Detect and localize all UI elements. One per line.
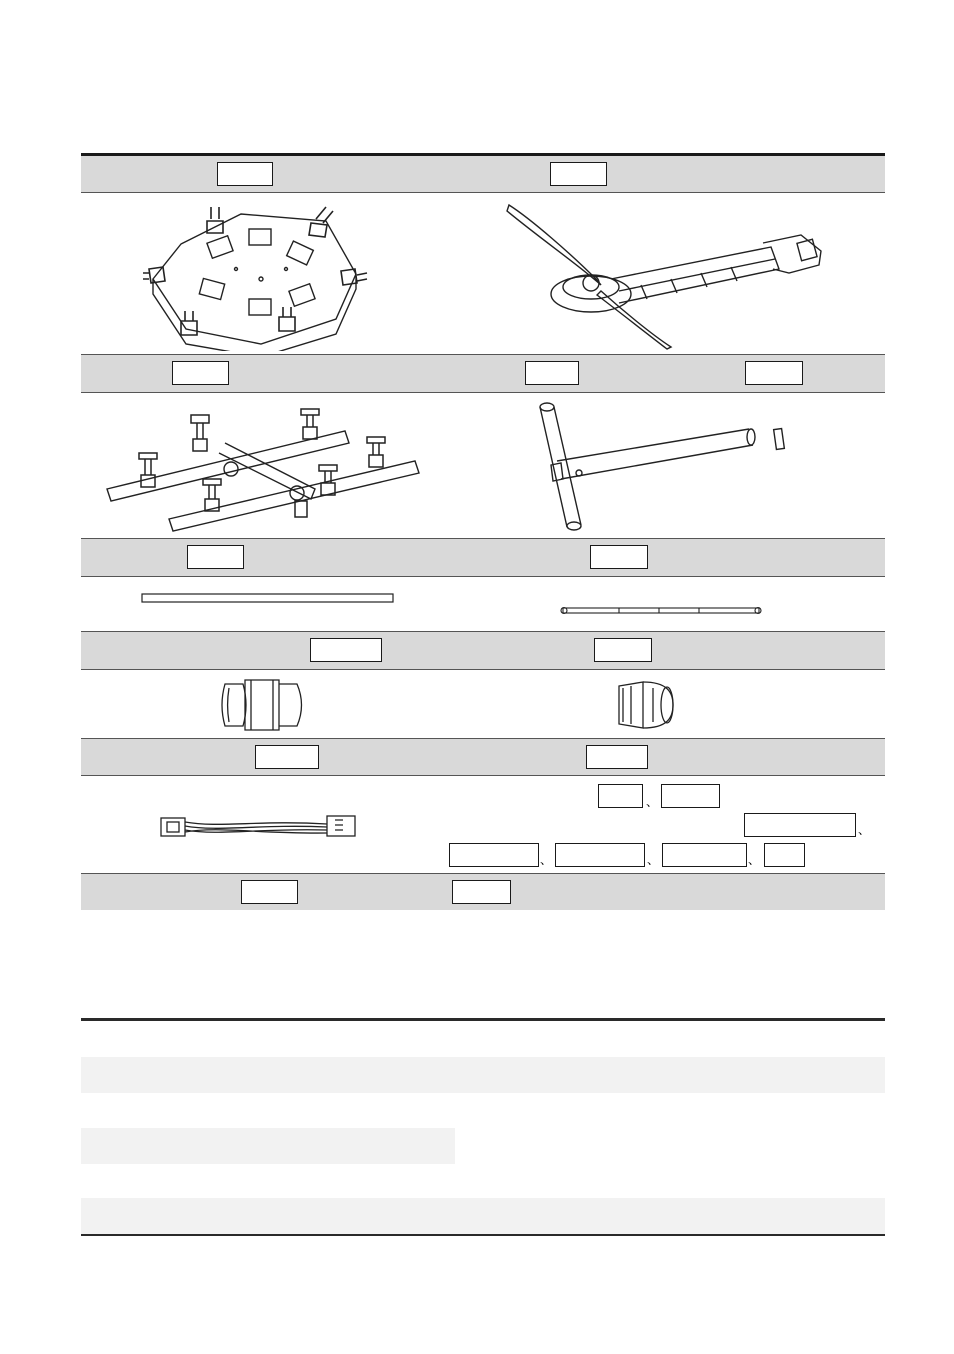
cable-connector-icon	[159, 810, 359, 842]
center-frame-icon	[141, 199, 381, 351]
label-flat-bar	[187, 545, 244, 569]
label-acc-3	[744, 813, 856, 837]
row-5-header	[81, 739, 885, 776]
separator: 、	[646, 795, 659, 809]
landing-gear-tube-icon	[521, 399, 801, 535]
label-threaded-rod	[590, 545, 648, 569]
row-3-header	[81, 539, 885, 577]
label-cable	[255, 745, 319, 769]
label-gear-cap	[745, 361, 803, 385]
label-acc-4	[449, 843, 539, 867]
rubber-damper-icon	[217, 678, 309, 732]
row-4-images	[81, 670, 885, 739]
label-acc-6	[662, 843, 747, 867]
spec-row-shaded-half	[81, 1128, 455, 1164]
label-damper	[310, 638, 382, 662]
parts-table	[81, 153, 885, 910]
separator: 、	[748, 853, 761, 867]
spec-block	[81, 1018, 885, 1236]
label-gear-tube	[525, 361, 579, 385]
label-gear-mount	[172, 361, 229, 385]
row-2-images	[81, 393, 885, 539]
landing-gear-mount-icon	[101, 401, 421, 533]
label-acc-5	[555, 843, 645, 867]
separator: 、	[647, 853, 660, 867]
arm-with-propeller-icon	[501, 199, 831, 351]
row-2-header	[81, 355, 885, 393]
row-1-header	[81, 156, 885, 193]
row-1-images	[81, 193, 885, 355]
threaded-rod-icon	[559, 605, 763, 617]
separator: 、	[858, 823, 871, 837]
spec-row-shaded	[81, 1057, 885, 1093]
flat-bar-icon	[141, 592, 395, 606]
label-acc-2	[661, 784, 720, 808]
separator: 、	[540, 853, 553, 867]
label-footer-1	[241, 880, 298, 904]
spec-row-shaded	[81, 1198, 885, 1234]
row-4-header	[81, 632, 885, 670]
footer-row	[81, 874, 885, 910]
label-motor-cap	[594, 638, 652, 662]
motor-cap-icon	[613, 678, 679, 732]
label-acc-1	[598, 784, 643, 808]
label-frame	[217, 162, 273, 186]
label-footer-2	[452, 880, 511, 904]
label-accessory-kit	[586, 745, 648, 769]
row-3-images	[81, 577, 885, 632]
row-5-content	[81, 776, 885, 874]
label-acc-7	[764, 843, 805, 867]
label-arm	[550, 162, 607, 186]
